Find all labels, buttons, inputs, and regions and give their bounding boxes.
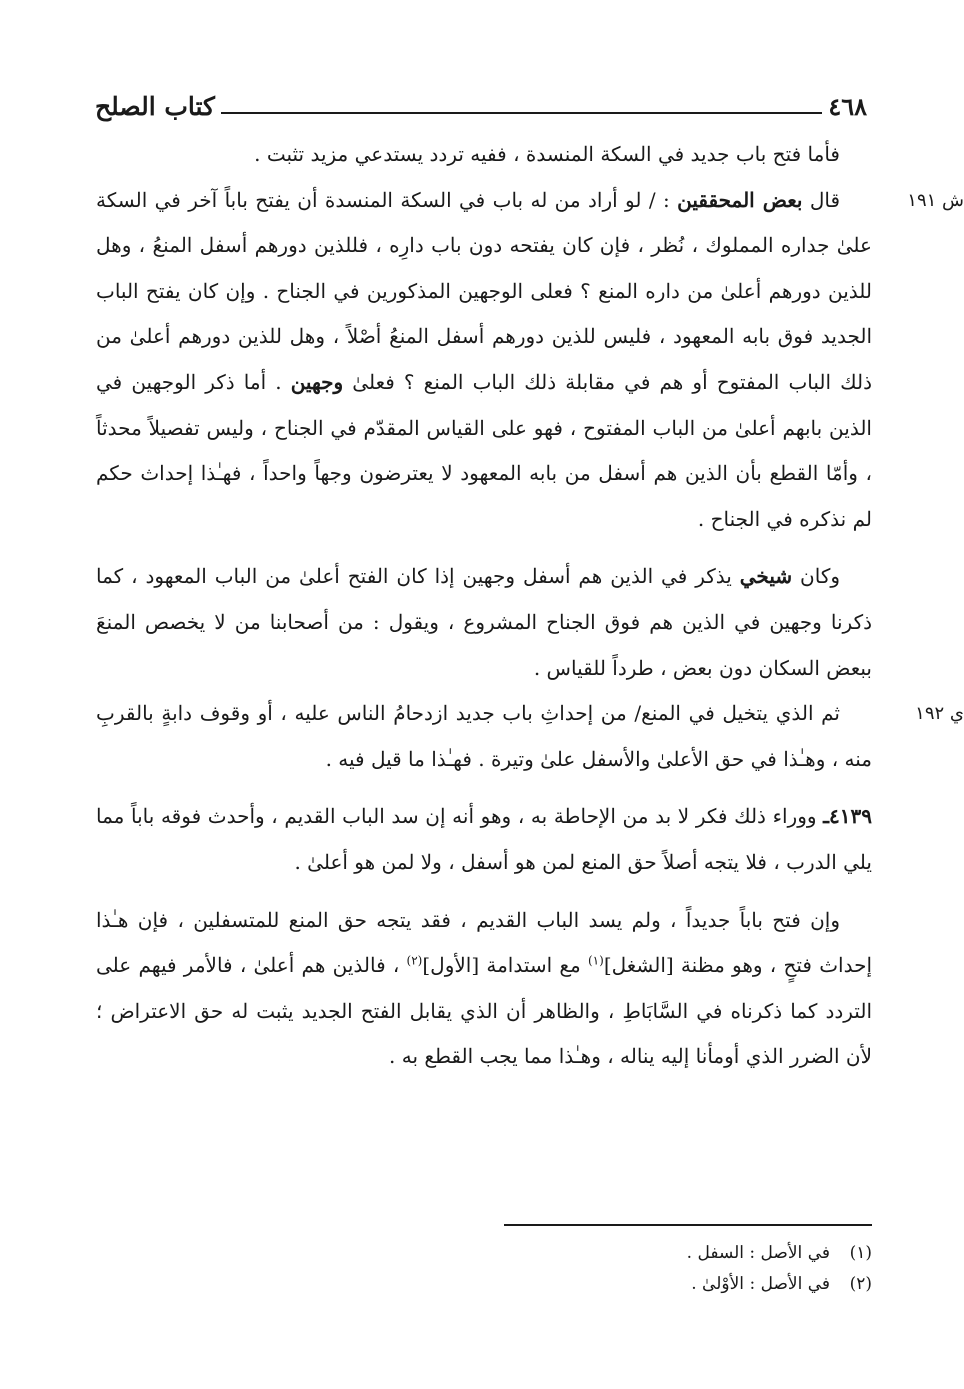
paragraph-1	[96, 132, 872, 178]
paragraph-5	[96, 794, 872, 885]
page-number: ٤٦٨	[828, 92, 867, 121]
paragraph-text-continued: ، فالذين هم أعلىٰ ، فالأمر فيهم على التردد كما ذكرناه في السَّابَاطِ ، والظاهر أن الذي يقابل الفتح الجديد يثبت له حق الاعتراض ؛ لأن الضرر الذي أومأنا إليه يناله ، وهـٰذا مما يجب القطع به .	[96, 953, 872, 1069]
paragraph-text: : / لو أراد من له باب في السكة المنسدة أن يفتح باباً آخر في السكة علىٰ جداره المملوك ، نُظر ، فإن كان يفتحه دون باب دارِه ، فللذين دورهم أسفل المنعُ ، وهل للذين دورهم أعلىٰ من داره المنع ؟ فعلى الوجهين المذكورين في الجناح . وإن كان يفتح الباب الجديد فوق بابه المعهود ، فليس للذين دورهم أسفل المنعُ أصْلاً ، وهل للذين دورهم أعلىٰ من ذلك الباب المفتوح أو هم في مقابلة ذلك الباب المنع ؟ فعلىٰ	[96, 187, 872, 394]
footnote-marker[interactable]: (١)	[587, 953, 604, 968]
footnote-marker[interactable]: (٢)	[406, 953, 423, 968]
footnote-item	[372, 1269, 872, 1300]
paragraph-text-continued: . أما ذكر الوجهين في الذين بابهم أعلىٰ من الباب المفتوح ، فهو على القياس المقدّم في الجناح ، وليس تفصيلاً محدثاً ، وأمّا القطع بأن الذين هم أسفل من بابه المعهود لا يعترضون وجهاً واحداً ، فهـٰذا إحداث حكم لم نذكره في الجناح .	[96, 369, 872, 531]
paragraph-text: ثم الذي يتخيل في المنع/ من إحداثِ باب جديد ازدحامُ الناس عليه ، أو وقوف دابةٍ بالقربِ منه ، وهـٰذا في حق الأعلىٰ والأسفل علىٰ وتيرة . فهـٰذا ما قيل فيه .	[96, 701, 872, 771]
bold-term: وجهين	[290, 369, 344, 394]
margin-reference: ي ١٩٢	[915, 703, 964, 725]
paragraph-text-continued: مع استدامة [الأول]	[422, 953, 588, 978]
footnotes	[372, 1238, 872, 1300]
paragraph-6	[96, 898, 872, 1080]
paragraph-text: فأما فتح باب جديد في السكة المنسدة ، ففيه تردد يستدعي مزيد تثبت .	[254, 142, 840, 166]
paragraph-2	[96, 178, 964, 543]
main-text	[96, 132, 964, 1080]
paragraph-4	[96, 691, 964, 782]
margin-reference: ش ١٩١	[907, 189, 964, 211]
bold-term: شيخي	[739, 564, 793, 589]
running-header	[95, 82, 867, 122]
footnote-item	[372, 1238, 872, 1269]
header-rule	[221, 112, 822, 114]
paragraph-text: ووراء ذلك فكر لا بد من الإحاطة به ، وهو أنه إن سد الباب القديم ، وأحدث فوقه باباً مما يلي الدرب ، فلا يتجه أصلاً حق المنع لمن هو أسفل ، ولا لمن هو أعلىٰ .	[96, 804, 872, 874]
book-title: كتاب الصلح	[95, 92, 215, 121]
section-number: ٤١٣٩ـ	[823, 804, 872, 829]
paragraph-lead: قال	[802, 187, 841, 212]
footnote-number: (١)	[849, 1243, 872, 1263]
footnote-divider	[504, 1224, 872, 1226]
footnote-text: في الأصل : السفل .	[686, 1243, 830, 1263]
paragraph-text: يذكر في الذين هم أسفل وجهين إذا كان الفتح أعلىٰ من الباب المعهود ، كما ذكرنا وجهين في الذين هم فوق الجناح المشروع ، ويقول : من أصحابنا من لا يخصص المنعَ ببعض السكان دون بعض ، طرداً للقياس .	[96, 564, 872, 680]
paragraph-lead: وكان	[792, 564, 840, 589]
bold-term: بعض المحققين	[677, 187, 803, 212]
paragraph-text: وإن فتح باباً جديداً ، ولم يسد الباب القديم ، فقد يتجه حق المنع للمتسفلين ، فإن هـٰذا إحداث فتحٍ ، وهو مظنة [الشغل]	[96, 907, 872, 978]
footnote-text: في الأصل : الأوْلىٰ .	[691, 1274, 830, 1294]
footnote-number: (٢)	[849, 1274, 872, 1294]
paragraph-3	[96, 554, 872, 691]
